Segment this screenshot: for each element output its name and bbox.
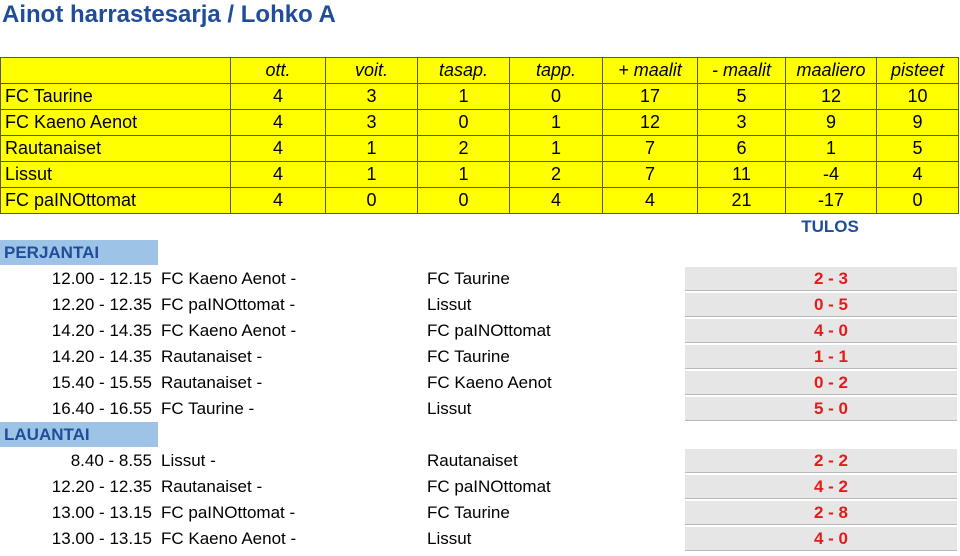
- table-cell: 1: [510, 136, 603, 162]
- table-cell: 2: [510, 162, 603, 188]
- table-cell: 1: [510, 110, 603, 136]
- day-label: LAUANTAI: [0, 422, 158, 447]
- table-cell: 4: [231, 84, 326, 110]
- home-team: FC paINOttomat -: [161, 503, 296, 522]
- table-cell: 4: [231, 110, 326, 136]
- table-cell: 9: [877, 110, 959, 136]
- match-time: 12.00 - 12.15: [51, 269, 152, 288]
- table-cell: 1: [418, 84, 510, 110]
- away-team: FC Taurine: [427, 269, 510, 288]
- table-cell: 0: [326, 188, 418, 214]
- page-title: Ainot harrastesarja / Lohko A: [2, 1, 336, 28]
- col-header: + maalit: [603, 58, 698, 84]
- table-cell: 3: [326, 110, 418, 136]
- table-cell: 4: [231, 136, 326, 162]
- match-time: 13.00 - 13.15: [51, 503, 152, 522]
- away-team: Lissut: [427, 529, 472, 548]
- table-cell: 5: [698, 84, 786, 110]
- table-cell: 0: [510, 84, 603, 110]
- match-time: 14.20 - 14.35: [51, 321, 152, 340]
- away-team: FC paINOttomat: [427, 321, 551, 340]
- table-row: [1, 84, 959, 110]
- match-time: 12.20 - 12.35: [51, 477, 152, 496]
- table-cell: 4: [603, 188, 698, 214]
- match-score: 4 - 0: [685, 527, 957, 551]
- away-team: Lissut: [427, 399, 472, 418]
- table-cell: 6: [698, 136, 786, 162]
- match-score: 0 - 2: [685, 371, 957, 395]
- table-row: [1, 162, 959, 188]
- home-team: Rautanaiset -: [161, 347, 263, 366]
- match-time: 14.20 - 14.35: [51, 347, 152, 366]
- match-score: 0 - 5: [685, 293, 957, 317]
- table-cell: 11: [698, 162, 786, 188]
- match-row: [0, 370, 960, 396]
- match-time: 15.40 - 15.55: [51, 373, 152, 392]
- team-name: FC Taurine: [1, 84, 231, 110]
- results-header: TULOS: [801, 217, 859, 236]
- table-cell: 21: [698, 188, 786, 214]
- col-header: voit.: [326, 58, 418, 84]
- away-team: FC paINOttomat: [427, 477, 551, 496]
- table-cell: 10: [877, 84, 959, 110]
- table-cell: 4: [231, 188, 326, 214]
- home-team: FC Kaeno Aenot -: [161, 321, 297, 340]
- team-name: Rautanaiset: [1, 136, 231, 162]
- table-cell: 1: [326, 136, 418, 162]
- results-list: [0, 240, 960, 552]
- match-row: [0, 448, 960, 474]
- match-row: [0, 318, 960, 344]
- away-team: Rautanaiset: [427, 451, 518, 470]
- table-cell: 1: [326, 162, 418, 188]
- match-time: 12.20 - 12.35: [51, 295, 152, 314]
- match-row: [0, 526, 960, 552]
- table-cell: 12: [786, 84, 877, 110]
- table-cell: 17: [603, 84, 698, 110]
- away-team: Lissut: [427, 295, 472, 314]
- match-row: [0, 266, 960, 292]
- team-name: FC paINOttomat: [1, 188, 231, 214]
- col-header: - maalit: [698, 58, 786, 84]
- match-score: 1 - 1: [685, 345, 957, 369]
- table-cell: -4: [786, 162, 877, 188]
- match-row: [0, 292, 960, 318]
- table-cell: 1: [418, 162, 510, 188]
- table-cell: 0: [418, 188, 510, 214]
- table-cell: 4: [231, 162, 326, 188]
- table-cell: 7: [603, 162, 698, 188]
- table-cell: 0: [877, 188, 959, 214]
- col-header: tasap.: [418, 58, 510, 84]
- standings-header-row: [1, 58, 959, 84]
- table-row: [1, 110, 959, 136]
- day-label: PERJANTAI: [0, 240, 158, 265]
- table-cell: 5: [877, 136, 959, 162]
- table-row: [1, 136, 959, 162]
- match-score: 5 - 0: [685, 397, 957, 421]
- col-header: tapp.: [510, 58, 603, 84]
- col-header: pisteet: [877, 58, 959, 84]
- match-row: [0, 474, 960, 500]
- home-team: FC Taurine -: [161, 399, 255, 418]
- match-time: 8.40 - 8.55: [70, 451, 152, 470]
- match-row: [0, 500, 960, 526]
- home-team: FC Kaeno Aenot -: [161, 269, 297, 288]
- match-time: 16.40 - 16.55: [51, 399, 152, 418]
- home-team: FC paINOttomat -: [161, 295, 296, 314]
- table-cell: 12: [603, 110, 698, 136]
- home-team: FC Kaeno Aenot -: [161, 529, 297, 548]
- table-cell: 4: [510, 188, 603, 214]
- table-cell: 3: [698, 110, 786, 136]
- team-name: FC Kaeno Aenot: [1, 110, 231, 136]
- col-header: maaliero: [786, 58, 877, 84]
- match-time: 13.00 - 13.15: [51, 529, 152, 548]
- table-cell: -17: [786, 188, 877, 214]
- match-score: 2 - 2: [685, 449, 957, 473]
- table-cell: 3: [326, 84, 418, 110]
- standings-table: [0, 57, 959, 214]
- away-team: FC Taurine: [427, 347, 510, 366]
- match-row: [0, 396, 960, 422]
- table-cell: 9: [786, 110, 877, 136]
- team-name: Lissut: [1, 162, 231, 188]
- match-score: 4 - 2: [685, 475, 957, 499]
- table-cell: 4: [877, 162, 959, 188]
- home-team: Rautanaiset -: [161, 373, 263, 392]
- standings-header-blank: [1, 58, 231, 84]
- away-team: FC Kaeno Aenot: [427, 373, 552, 392]
- away-team: FC Taurine: [427, 503, 510, 522]
- match-score: 2 - 8: [685, 501, 957, 525]
- match-score: 2 - 3: [685, 267, 957, 291]
- home-team: Lissut -: [161, 451, 216, 470]
- table-cell: 2: [418, 136, 510, 162]
- col-header: ott.: [231, 58, 326, 84]
- table-cell: 0: [418, 110, 510, 136]
- table-row: [1, 188, 959, 214]
- home-team: Rautanaiset -: [161, 477, 263, 496]
- match-row: [0, 344, 960, 370]
- table-cell: 7: [603, 136, 698, 162]
- table-cell: 1: [786, 136, 877, 162]
- match-score: 4 - 0: [685, 319, 957, 343]
